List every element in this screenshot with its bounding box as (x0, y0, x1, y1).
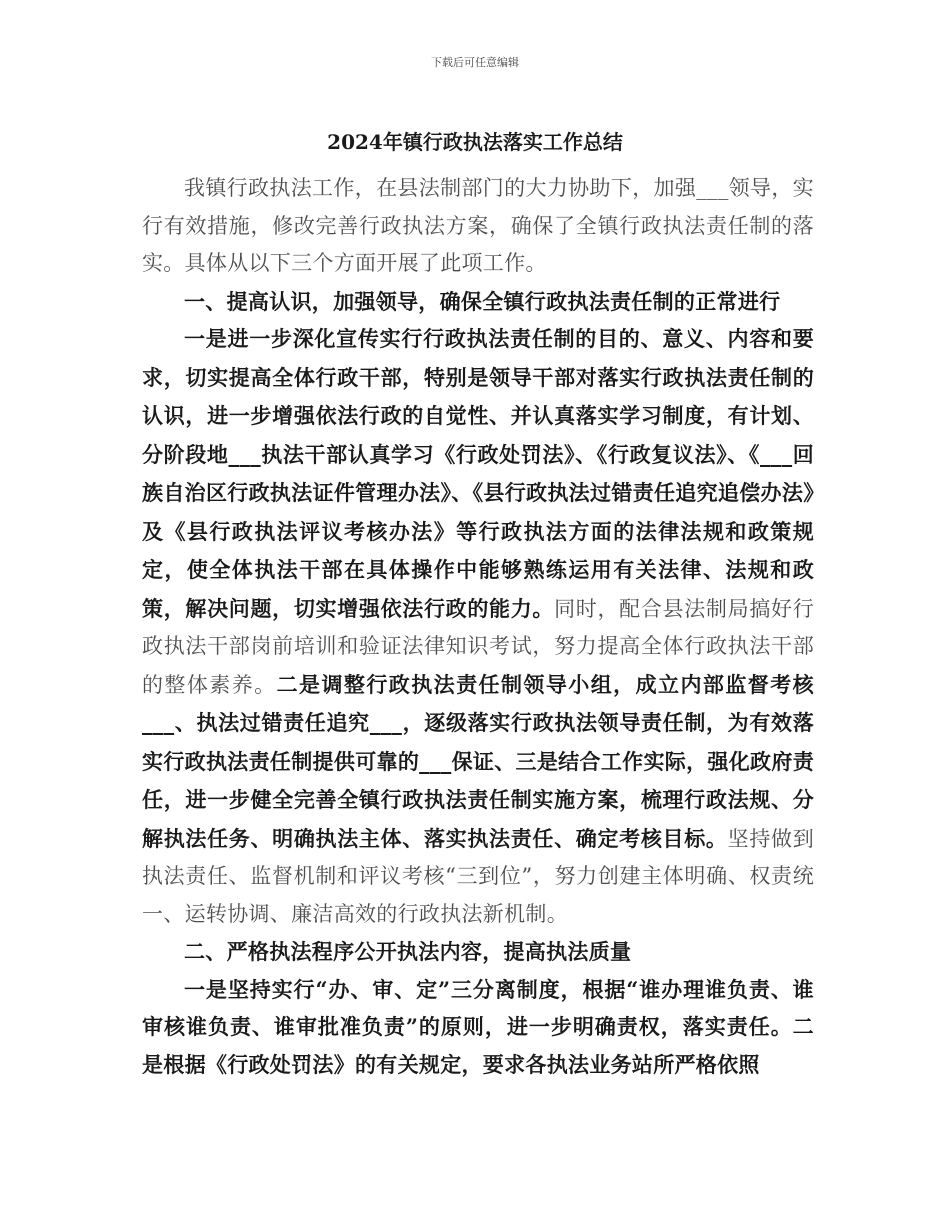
document-body (142, 170, 814, 1083)
section-1-text-part-1: 一是进一步深化宣传实行行政执法责任制的目的、意义、内容和要求，切实提高全体行政干部，特别是领导干部对落实行政执法责任制的认识，进一步增强依法行政的自觉性、并认真落实学习制度，有计划、分阶段地___执法干部认真学习《行政处罚法》、《行政复议法》、《___回族自治区行政执法证件管理办法》、《县行政执法过错责任追究追偿办法》及《县行政执法评议考核办法》等行政执法方面的法律法规和政策规定，使全体执法干部在具体操作中能够熟练运用有关法律、法规和政策，解决问题，切实增强依法行政的能力。 (142, 326, 814, 621)
section-1-text-part-4: 坚持做到执法责任、监督机制和评议考核“三到位”，努力创建主体明确、权责统一、运转协调、廉洁高效的行政执法新机制。 (142, 826, 814, 926)
section-2-heading: 二、严格执法程序公开执法内容，提高执法质量 (184, 939, 632, 964)
intro-paragraph: 我镇行政执法工作，在县法制部门的大力协助下，加强___领导，实行有效措施，修改完善行政执法方案，确保了全镇行政执法责任制的落实。具体从以下三个方面开展了此项工作。 (142, 176, 814, 275)
document-title: 2024年镇行政执法落实工作总结 (327, 130, 623, 154)
page-header-note: 下载后可任意编辑 (431, 56, 519, 69)
section-1-paragraph (142, 320, 814, 933)
section-1-heading: 一、提高认识，加强领导，确保全镇行政执法责任制的正常进行 (184, 288, 781, 314)
section-1-text-part-3: 二是调整行政执法责任制领导小组，成立内部监督考核___、执法过错责任追究___，逐级落实行政执法领导责任制，为有效落实行政执法责任制提供可靠的___保证、三是结合工作实际，强化政府责任，进一步健全完善全镇行政执法责任制实施方案，梳理行政法规、分解执法任务、明确执法主体、落实执法责任、确定考核目标。 (142, 671, 814, 851)
section-2-paragraph: 一是坚持实行“办、审、定”三分离制度，根据“谁办理谁负责、谁审核谁负责、谁审批准负责”的原则，进一步明确责权，落实责任。二是根据《行政处罚法》的有关规定，要求各执法业务站所严格依照 (142, 976, 814, 1077)
section-1-text-part-2: 同时，配合县法制局搞好行政执法干部岗前培训和验证法律知识考试，努力提高全体行政执法干部的整体素养。 (142, 596, 814, 697)
